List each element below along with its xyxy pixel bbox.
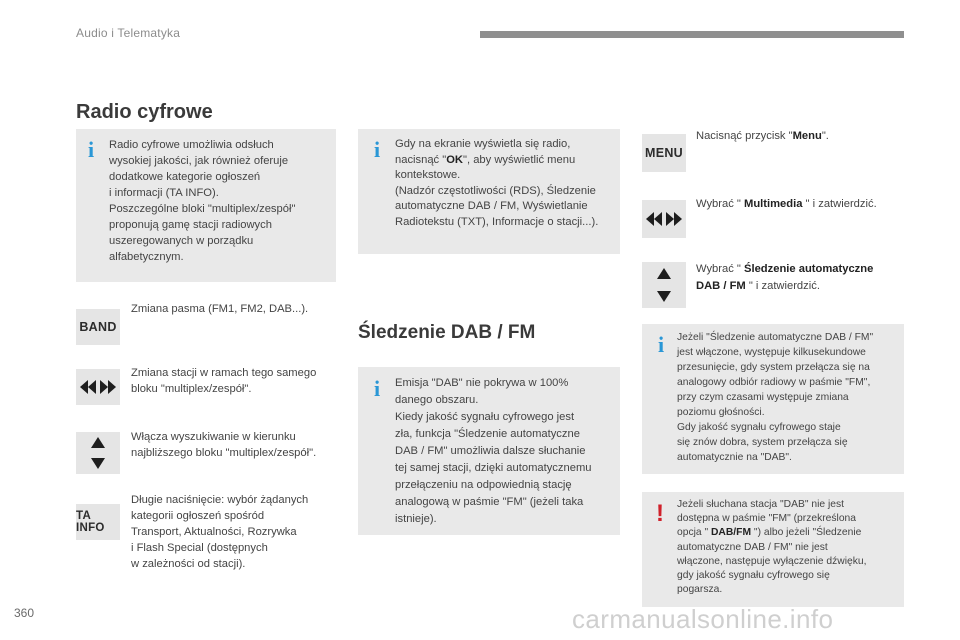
dab-step-text: Wybrać " Śledzenie automatyczne DAB / FM " i zatwierdzić.	[696, 263, 874, 292]
up-down-description: Włącza wyszukiwanie w kierunku najbliższego bloku "multiplex/zespół".	[131, 431, 317, 459]
ta-info-description: Długie naciśnięcie: wybór żądanych kategorii ogłoszeń spośród Transport, Aktualności, Rozrywka i Flash Special (dostępnych w zależności od stacji).	[131, 494, 309, 570]
band-description: Zmiana pasma (FM1, FM2, DAB...).	[131, 303, 309, 315]
up-down-buttons[interactable]	[76, 432, 120, 474]
header-bar	[480, 31, 904, 38]
section-label: Audio i Telematyka	[76, 26, 181, 40]
up-down-arrows-icon	[656, 267, 672, 303]
seek-arrows-icon	[78, 379, 118, 395]
band-button[interactable]	[76, 309, 120, 345]
up-down-arrows-icon	[90, 436, 106, 470]
info-panel-dab	[358, 367, 620, 535]
info-panel-tracking	[642, 324, 904, 474]
ta-info-label: TA INFO	[76, 510, 105, 534]
menu-label: MENU	[644, 146, 683, 160]
page-title: Radio cyfrowe	[76, 101, 213, 123]
info-text: Gdy na ekranie wyświetla się radio, nacisnąć "OK", aby wyświetlić menu kontekstowe. (Nadzór częstotliwości (RDS), Śledzenie automatyczne DAB / FM, Wyświetlanie Radiotekstu (TXT), Informacje o stacji...).	[395, 138, 599, 228]
page-number: 360	[14, 606, 35, 620]
watermark: carmanualsonline.info	[572, 604, 834, 634]
info-icon: i	[374, 376, 381, 401]
seek-buttons[interactable]	[76, 369, 120, 405]
multimedia-step-text: Wybrać " Multimedia " i zatwierdzić.	[696, 198, 877, 210]
ta-info-button[interactable]	[76, 504, 120, 540]
info-text: Emisja "DAB" nie pokrywa w 100% danego obszaru. Kiedy jakość sygnału cyfrowego jest zła, funkcja "Śledzenie automatyczne DAB / FM" umożliwia dalsze słuchanie tej samej stacji, dzięki automatycznemu przełączeniu na odpowiednią stację analogową w paśmie "FM" (jeżeli taka istnieje).	[395, 377, 592, 525]
info-panel-ok	[358, 129, 620, 254]
left-right-buttons[interactable]	[642, 200, 686, 238]
section-title-dab: Śledzenie DAB / FM	[358, 322, 536, 343]
seek-description: Zmiana stacji w ramach tego samego bloku "multiplex/zespół".	[131, 367, 317, 395]
info-icon: i	[88, 137, 95, 162]
warning-text: Jeżeli słuchana stacja "DAB" nie jest dostępna w paśmie "FM" (przekreślona opcja " DAB/FM ") albo jeżeli "Śledzenie automatyczne DAB / FM" nie jest włączone, następuje wyłączenie dźwięku, gdy jakość sygnału cyfrowego się pogarsza.	[677, 499, 867, 596]
info-text: Jeżeli "Śledzenie automatyczne DAB / FM" jest włączone, występuje kilkusekundowe przesunięcie, gdy system przełącza się na analogowy odbiór radiowy w paśmie "FM", przy czym czasami występuje zmiana poziomu głośności. Gdy jakość sygnału cyfrowego staje się znów dobra, system przełącza się automatycznie na "DAB".	[677, 332, 874, 463]
info-icon: i	[658, 332, 665, 357]
up-down-buttons[interactable]	[642, 262, 686, 308]
warning-panel	[642, 492, 904, 607]
info-panel-radio	[76, 129, 336, 282]
info-text: Radio cyfrowe umożliwia odsłuch wysokiej jakości, jak również oferuje dodatkowe kategorie ogłoszeń i informacji (TA INFO). Poszczególne bloki "multiplex/zespół" proponują gamę stacji radiowych uszeregowanych w porządku alfabetycznym.	[109, 139, 296, 263]
menu-step-text: Nacisnąć przycisk "Menu".	[696, 130, 829, 142]
menu-button[interactable]	[642, 134, 686, 172]
info-icon: i	[374, 137, 381, 162]
seek-arrows-icon	[644, 211, 684, 227]
warning-icon: !	[656, 500, 664, 527]
band-label: BAND	[79, 320, 117, 334]
